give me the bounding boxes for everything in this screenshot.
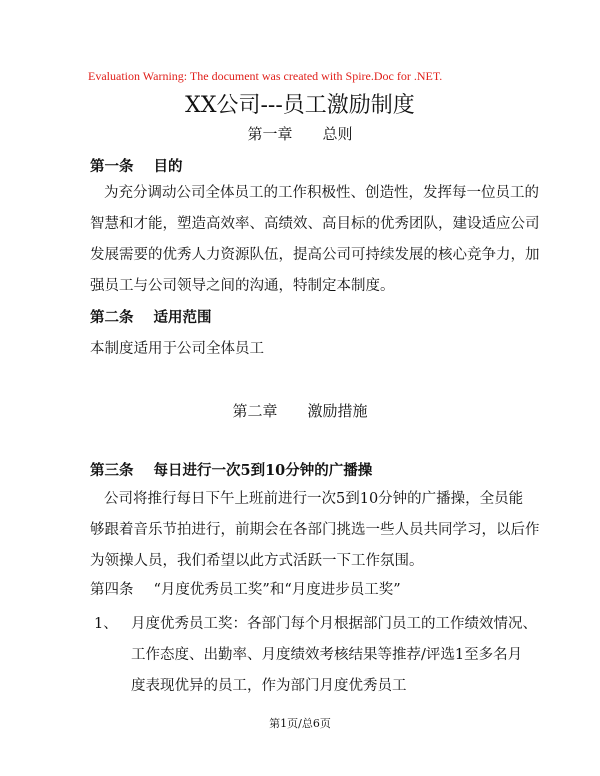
article-3-heading: [90, 459, 372, 480]
article-2-name: 适用范围: [153, 309, 212, 326]
chapter-1-number: 第一章: [247, 125, 293, 143]
article-3-line: 够跟着音乐节拍进行，前期会在各部门挑选一些人员共同学习，以后作: [90, 522, 540, 538]
article-1-name: 目的: [153, 158, 183, 175]
article-3-line: 为领操人员，我们希望以此方式活跃一下工作氛围。: [90, 553, 424, 569]
article-4-name: “月度优秀员工奖”和“月度进步员工奖”: [153, 582, 401, 598]
article-1-line: 发展需要的优秀人力资源队伍，提高公司可持续发展的核心竞争力，加: [90, 247, 540, 263]
article-1-heading: [90, 155, 183, 176]
list-item-line: 工作态度、出勤率、月度绩效考核结果等推荐/评选1至多名月: [131, 647, 523, 663]
list-item-line: 度表现优异的员工，作为部门月度优秀员工: [131, 678, 407, 694]
page-footer: 第1页/总6页: [269, 717, 331, 730]
evaluation-warning: Evaluation Warning: The document was created with Spire.Doc for .NET.: [88, 69, 443, 83]
article-2-line: 本制度适用于公司全体员工: [90, 341, 264, 357]
chapter-2-heading: [0, 400, 600, 421]
article-3-number: 第三条: [90, 462, 134, 479]
list-item-line: 月度优秀员工奖：各部门每个月根据部门员工的工作绩效情况、: [131, 616, 537, 632]
article-2-paragraph: [90, 334, 530, 365]
chapter-2-number: 第二章: [232, 402, 278, 420]
chapter-2-name: 激励措施: [307, 402, 368, 420]
list-item-number: 1、: [94, 616, 118, 632]
article-1-line: 强员工与公司领导之间的沟通，特制定本制度。: [90, 278, 395, 294]
document-title: XX公司---员工激励制度: [185, 93, 415, 118]
chapter-1-heading: [0, 123, 600, 144]
article-1-line: 为充分调动公司全体员工的工作积极性、创造性，发挥每一位员工的: [104, 185, 539, 201]
article-4-heading: [90, 578, 401, 599]
article-3-name: 每日进行一次5到10分钟的广播操: [153, 462, 373, 479]
article-1-line: 智慧和才能，塑造高效率、高绩效、高目标的优秀团队，建设适应公司: [90, 216, 540, 232]
article-1-paragraph: [90, 178, 540, 302]
article-2-heading: [90, 306, 212, 327]
article-1-number: 第一条: [90, 158, 134, 175]
chapter-1-name: 总则: [322, 125, 353, 143]
article-4-number: 第四条: [90, 582, 134, 598]
article-3-line: 公司将推行每日下午上班前进行一次5到10分钟的广播操，全员能: [104, 491, 524, 507]
article-2-number: 第二条: [90, 309, 134, 326]
article-3-paragraph: [90, 484, 540, 577]
